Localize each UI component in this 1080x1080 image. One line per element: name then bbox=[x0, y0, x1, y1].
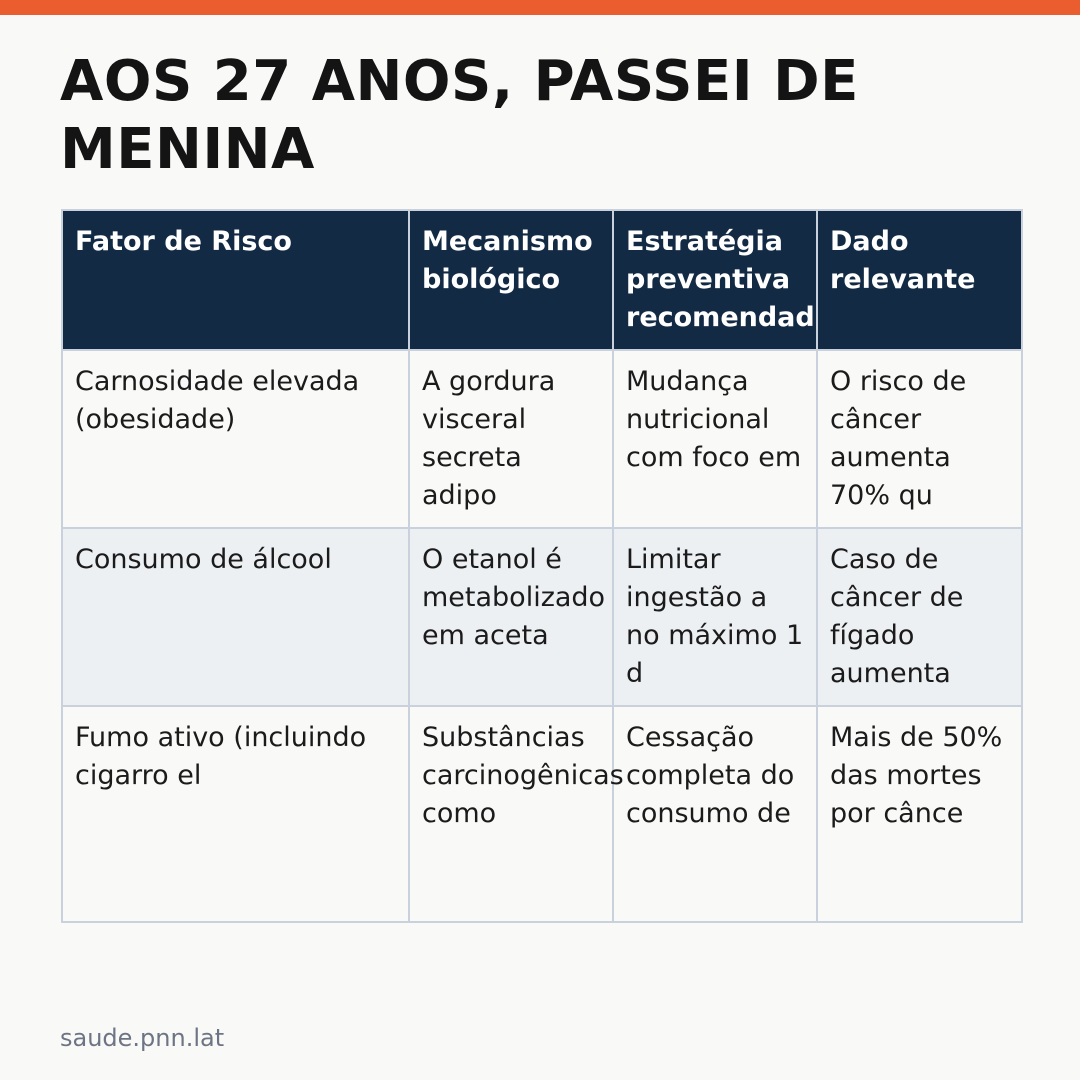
table-cell: Substâncias carcinogênicas como bbox=[409, 706, 613, 922]
table-cell: Fumo ativo (incluindo cigarro el bbox=[62, 706, 409, 922]
header-preventive-strategy: Estratégia preventiva recomendad bbox=[613, 210, 817, 350]
table-row bbox=[62, 706, 1022, 922]
table-cell: Mais de 50% das mortes por cânce bbox=[817, 706, 1022, 922]
top-accent-bar bbox=[0, 0, 1080, 15]
table-cell: Carnosidade elevada (obesidade) bbox=[62, 350, 409, 528]
table-cell: A gordura visceral secreta adipo bbox=[409, 350, 613, 528]
header-relevant-data: Dado relevante bbox=[817, 210, 1022, 350]
table-cell: O risco de câncer aumenta 70% qu bbox=[817, 350, 1022, 528]
table-cell: Caso de câncer de fígado aumenta bbox=[817, 528, 1022, 706]
header-biological-mechanism: Mecanismo biológico bbox=[409, 210, 613, 350]
table-cell: Consumo de álcool bbox=[62, 528, 409, 706]
page-title: AOS 27 ANOS, PASSEI DE MENINA bbox=[60, 49, 859, 182]
risk-factor-table bbox=[61, 209, 1023, 923]
header-risk-factor: Fator de Risco bbox=[62, 210, 409, 350]
table-row bbox=[62, 528, 1022, 706]
table-cell: Mudança nutricional com foco em bbox=[613, 350, 817, 528]
table-header-row bbox=[62, 210, 1022, 350]
table-cell: Cessação completa do consumo de bbox=[613, 706, 817, 922]
table-cell: Limitar ingestão a no máximo 1 d bbox=[613, 528, 817, 706]
footer-site-url: saude.pnn.lat bbox=[60, 1024, 225, 1052]
table-row bbox=[62, 350, 1022, 528]
table-cell: O etanol é metabolizado em aceta bbox=[409, 528, 613, 706]
